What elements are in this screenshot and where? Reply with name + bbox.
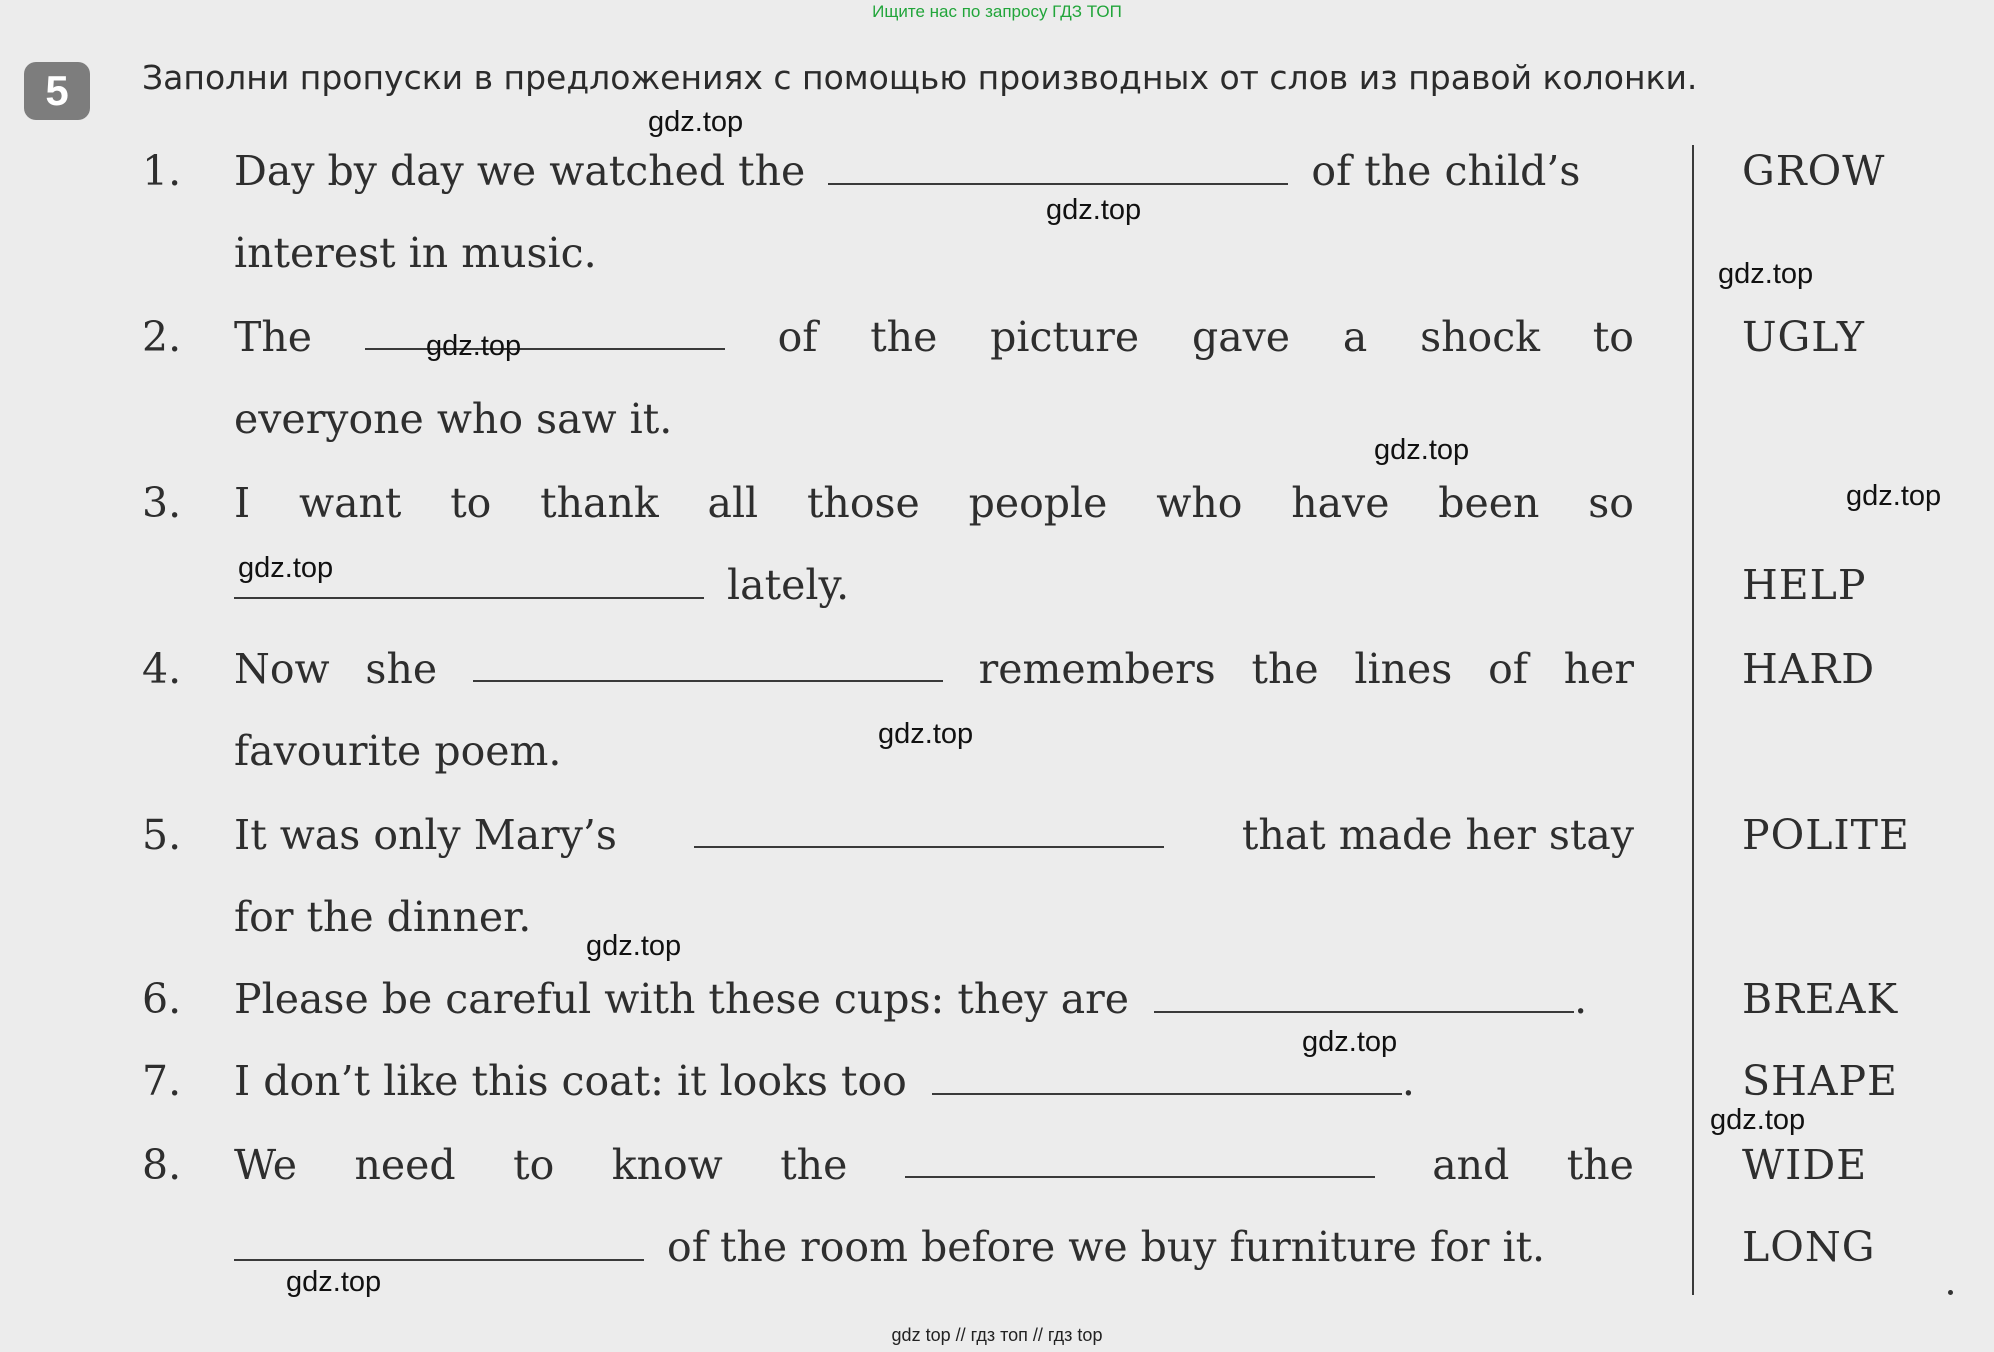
item-number: 2. bbox=[142, 313, 182, 361]
sentence-line bbox=[234, 644, 1634, 694]
sentence-word: shock bbox=[1420, 313, 1540, 361]
sentence-word: to bbox=[450, 479, 492, 527]
sentence-word: thank bbox=[540, 479, 659, 527]
watermark: gdz.top bbox=[286, 1266, 382, 1298]
answer-blank[interactable] bbox=[1154, 975, 1574, 1013]
root-word: BREAK bbox=[1742, 975, 1899, 1023]
exercise-number-badge: 5 bbox=[24, 62, 90, 120]
sentence-word: all bbox=[707, 479, 759, 527]
sentence-word: want bbox=[298, 479, 402, 527]
sentence-text: interest in music. bbox=[234, 229, 597, 277]
answer-blank[interactable] bbox=[828, 147, 1288, 185]
sentence-word: gave bbox=[1191, 313, 1291, 361]
sentence-line bbox=[234, 974, 1587, 1024]
sentence-line bbox=[234, 1222, 1545, 1272]
sentence-word: the bbox=[780, 1141, 848, 1189]
sentence-text: of the room before we buy furniture for it. bbox=[667, 1223, 1546, 1271]
sentence-word: The bbox=[234, 313, 313, 361]
sentence-text: that made her stay bbox=[1241, 811, 1634, 859]
answer-blank[interactable] bbox=[694, 810, 1164, 848]
sentence-line bbox=[234, 146, 1580, 196]
sentence-text: Day by day we watched the bbox=[234, 147, 806, 195]
sentence-word: and bbox=[1432, 1141, 1510, 1189]
sentence-text: favourite poem. bbox=[234, 727, 562, 775]
watermark: gdz.top bbox=[238, 552, 334, 584]
root-word: UGLY bbox=[1742, 313, 1865, 361]
answer-blank[interactable] bbox=[932, 1057, 1402, 1095]
root-word: WIDE bbox=[1742, 1141, 1868, 1189]
item-number: 1. bbox=[142, 147, 182, 195]
sentence-word: who bbox=[1156, 479, 1243, 527]
item-number: 6. bbox=[142, 975, 182, 1023]
sentence-text: . bbox=[1574, 975, 1588, 1023]
item-number: 5. bbox=[142, 811, 182, 859]
item-number: 7. bbox=[142, 1057, 182, 1105]
root-word: SHAPE bbox=[1742, 1057, 1898, 1105]
sentence-word: lines bbox=[1354, 645, 1453, 693]
sentence-text: everyone who saw it. bbox=[234, 395, 673, 443]
sentence-word: need bbox=[354, 1141, 456, 1189]
sentence-word: of bbox=[1488, 645, 1528, 693]
sentence-word: know bbox=[611, 1141, 723, 1189]
sentence-text: Please be careful with these cups: they are bbox=[234, 975, 1130, 1023]
watermark: gdz.top bbox=[586, 930, 682, 962]
sentence-word: been bbox=[1438, 479, 1540, 527]
root-word: GROW bbox=[1742, 147, 1886, 195]
watermark: gdz.top bbox=[1710, 1104, 1806, 1136]
sentence-text: . bbox=[1401, 1057, 1415, 1105]
sentence-word: to bbox=[513, 1141, 555, 1189]
sentence-word: remembers bbox=[978, 645, 1216, 693]
sentence-text: lately. bbox=[727, 561, 850, 609]
sentence-text: I don’t like this coat: it looks too bbox=[234, 1057, 907, 1105]
top-banner[interactable]: Ищите нас по запросу ГДЗ ТОП bbox=[872, 2, 1122, 21]
sentence-text: of the child’s bbox=[1311, 147, 1581, 195]
item-number: 4. bbox=[142, 645, 182, 693]
watermark: gdz.top bbox=[1046, 194, 1142, 226]
root-word: POLITE bbox=[1742, 811, 1910, 859]
sentence-word: picture bbox=[990, 313, 1140, 361]
watermark: gdz.top bbox=[426, 330, 522, 362]
watermark: gdz.top bbox=[1374, 434, 1470, 466]
column-divider bbox=[1692, 145, 1694, 1295]
sentence-word: the bbox=[1566, 1141, 1634, 1189]
item-number: 3. bbox=[142, 479, 182, 527]
sentence-text: It was only Mary’s bbox=[234, 811, 617, 859]
sentence-line bbox=[234, 478, 1634, 528]
sentence-text: for the dinner. bbox=[234, 893, 532, 941]
exercise-instruction: Заполни пропуски в предложениях с помощью производных от слов из правой колонки. bbox=[142, 58, 1698, 97]
root-word: HARD bbox=[1742, 645, 1876, 693]
sentence-word: her bbox=[1563, 645, 1634, 693]
item-number: 8. bbox=[142, 1141, 182, 1189]
watermark: gdz.top bbox=[878, 718, 974, 750]
sentence-word: the bbox=[870, 313, 938, 361]
root-word: HELP bbox=[1742, 561, 1867, 609]
sentence-line bbox=[234, 810, 1634, 860]
watermark: gdz.top bbox=[1718, 258, 1814, 290]
sentence-word: she bbox=[365, 645, 438, 693]
sentence-word: We bbox=[234, 1141, 298, 1189]
sentence-word: a bbox=[1342, 313, 1368, 361]
watermark: gdz.top bbox=[1302, 1026, 1398, 1058]
footer-links[interactable]: gdz top // гдз топ // гдз top bbox=[891, 1325, 1103, 1345]
print-speck bbox=[1948, 1290, 1953, 1295]
sentence-line bbox=[234, 1140, 1634, 1190]
root-word: LONG bbox=[1742, 1223, 1876, 1271]
sentence-word: to bbox=[1592, 313, 1634, 361]
sentence-word: I bbox=[234, 479, 251, 527]
sentence-word: Now bbox=[234, 645, 330, 693]
sentence-word: of bbox=[777, 313, 818, 361]
watermark: gdz.top bbox=[648, 106, 744, 138]
answer-blank[interactable] bbox=[905, 1140, 1375, 1178]
watermark: gdz.top bbox=[1846, 480, 1942, 512]
answer-blank[interactable] bbox=[473, 644, 943, 682]
answer-blank[interactable] bbox=[234, 1223, 644, 1261]
sentence-word: the bbox=[1251, 645, 1319, 693]
sentence-word: people bbox=[968, 479, 1108, 527]
sentence-word: so bbox=[1588, 479, 1634, 527]
sentence-word: have bbox=[1291, 479, 1390, 527]
sentence-line bbox=[234, 1056, 1415, 1106]
answer-blank[interactable] bbox=[365, 312, 725, 350]
sentence-word: those bbox=[806, 479, 920, 527]
